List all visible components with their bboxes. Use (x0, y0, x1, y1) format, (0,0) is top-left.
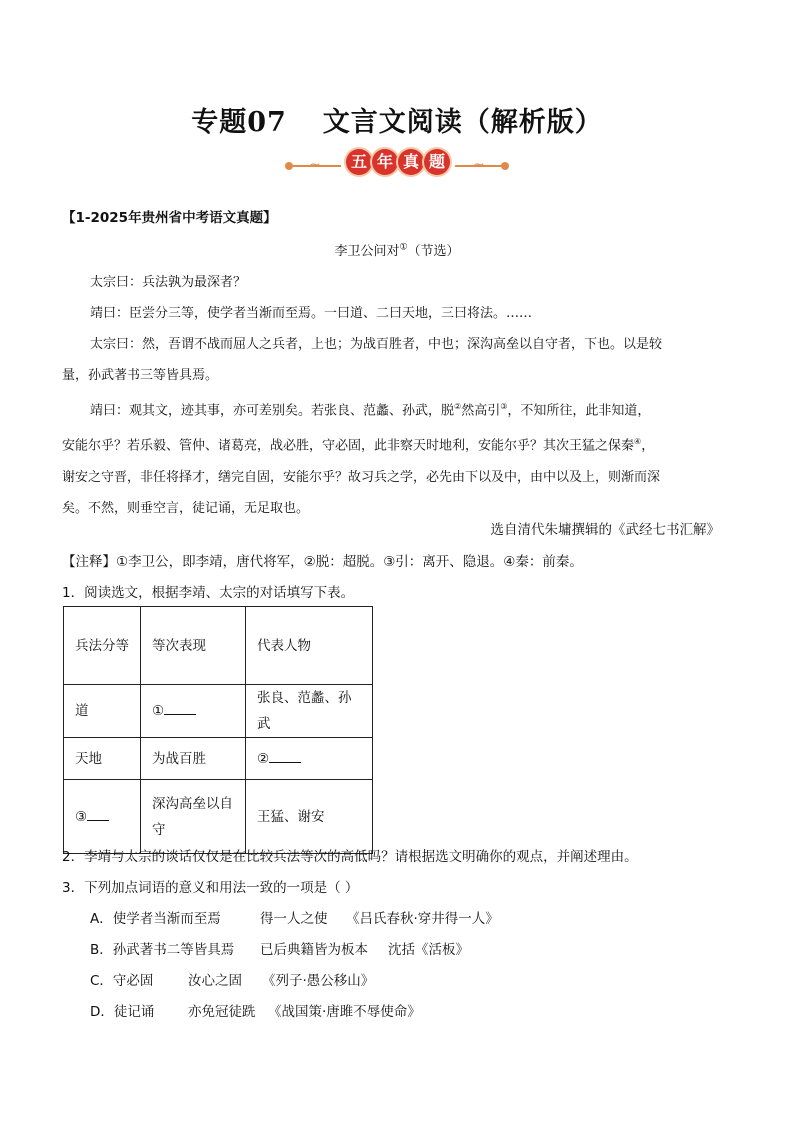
fill-blank[interactable] (164, 700, 196, 715)
paragraph-text: 靖曰：观其文，迹其事，亦可差别矣。若张良、范蠡、孙武，脱 (90, 403, 455, 419)
option-d[interactable] (90, 1000, 421, 1020)
table-cell: 为战百胜 (141, 738, 246, 780)
ornament-swirl-left: ~ (309, 157, 321, 173)
table-cell[interactable] (141, 685, 246, 738)
note-marker: ① (399, 242, 408, 253)
paragraph-text: 谢安之守晋，非任将择才，缮完自固，安能尔乎？故习兵之学，必先由下以及中，由中以及上，则渐而深 (62, 469, 661, 485)
badge-char: 真 (398, 149, 424, 175)
note-marker: ② (454, 402, 462, 411)
table-cell: 等次表现 (141, 607, 246, 685)
question-2: 2．李靖与太宗的谈话仅仅是在比较兵法等次的高低吗？请根据选文明确你的观点，并阐述理由。 (62, 849, 638, 865)
title-topic: 专题07 (191, 107, 287, 138)
fill-blank[interactable] (269, 748, 301, 763)
blank-marker: ① (152, 703, 165, 719)
paragraph-1 (62, 267, 732, 298)
table-row (64, 607, 373, 685)
table-row (64, 685, 373, 738)
article-title (0, 240, 794, 259)
paragraph-text: ， (641, 438, 655, 454)
paragraph-text: 安能尔乎？若乐毅、管仲、诸葛亮，战必胜，守必固，此非察天时地利，安能尔乎？其次王猛之保秦 (62, 438, 635, 454)
table-cell[interactable] (64, 780, 141, 854)
annotation: 【注释】①李卫公，即李靖，唐代将军，②脱：超脱。③引：离开、隐退。④秦：前秦。 (62, 554, 583, 570)
badge-char: 五 (346, 149, 372, 175)
option-label: B．孙武著书二等皆具焉 (90, 942, 235, 958)
badge-char: 年 (372, 149, 398, 175)
question-1: 1．阅读选文，根据李靖、太宗的对话填写下表。 (62, 585, 355, 601)
table-row (64, 738, 373, 780)
five-year-banner (283, 149, 511, 183)
table-cell: 代表人物 (246, 607, 373, 685)
table-row (64, 780, 373, 854)
title-subject: 文言文阅读（解析版） (322, 107, 603, 138)
paragraph-text: 太宗曰：然，吾谓不战而屈人之兵者，上也；为战百胜者，中也；深沟高垒以自守者，下也。以是较 (90, 337, 663, 352)
paragraph-text: 靖曰：臣尝分三等，使学者当渐而至焉。一曰道、二曰天地，三曰将法。…… (90, 306, 533, 321)
paragraph-3 (62, 329, 732, 391)
source-attribution: 选自清代朱墉撰辑的《武经七书汇解》 (490, 522, 720, 538)
option-source: 《列子·愚公移山》 (262, 973, 375, 989)
article-title-text: 李卫公问对 (334, 244, 400, 259)
paragraph-text: 量，孙武著书三等皆具焉。 (62, 368, 219, 383)
question-3: 3．下列加点词语的意义和用法一致的一项是（ ） (62, 880, 359, 896)
note-marker: ③ (500, 402, 508, 411)
option-example: 亦免冠徒跣 (188, 1004, 256, 1020)
blank-marker: ③ (75, 808, 88, 825)
ornament-dot-left (285, 162, 293, 170)
paragraph-4 (62, 391, 732, 524)
option-example: 汝心之固 (188, 973, 242, 989)
article-title-suffix: （节选） (407, 244, 460, 259)
source-heading: 【1-2025年贵州省中考语文真题】 (62, 210, 277, 226)
badge-char: 题 (424, 149, 450, 175)
option-label: C．守必固 (90, 973, 154, 989)
option-source: 《吕氏春秋·穿井得一人》 (346, 911, 499, 927)
option-a[interactable] (90, 907, 499, 927)
table-cell[interactable] (246, 738, 373, 780)
table-cell: 天地 (64, 738, 141, 780)
option-source: 《战国策·唐雎不辱使命》 (268, 1004, 421, 1020)
note-marker: ④ (634, 437, 642, 447)
paragraph-text: 太宗曰：兵法孰为最深者？ (90, 275, 247, 290)
option-example: 已后典籍皆为板本 (260, 942, 368, 958)
option-source: 沈括《活板》 (388, 942, 469, 958)
option-c[interactable] (90, 969, 374, 989)
answer-table (63, 606, 373, 854)
blank-marker: ② (257, 750, 270, 767)
page-title (0, 100, 794, 139)
table-cell: 张良、范蠡、孙武 (246, 685, 373, 738)
table-cell: 兵法分等 (64, 607, 141, 685)
paragraph-text: 然高引 (461, 403, 501, 419)
paragraph-text: ，不知所往，此非知道， (507, 403, 651, 419)
option-label: A．使学者当渐而至焉 (90, 911, 221, 927)
ornament-swirl-right: ~ (473, 157, 485, 173)
option-label: D．徒记诵 (90, 1004, 155, 1020)
fill-blank[interactable] (87, 806, 109, 821)
table-cell: 道 (64, 685, 141, 738)
paragraph-text: 矣。不然，则垂空言，徒记诵，无足取也。 (62, 500, 310, 516)
table-cell: 深沟高垒以自守 (141, 780, 246, 854)
option-example: 得一人之使 (260, 911, 328, 927)
option-b[interactable] (90, 938, 469, 958)
paragraph-2 (62, 298, 732, 329)
ornament-dot-right (501, 162, 509, 170)
table-cell: 王猛、谢安 (246, 780, 373, 854)
